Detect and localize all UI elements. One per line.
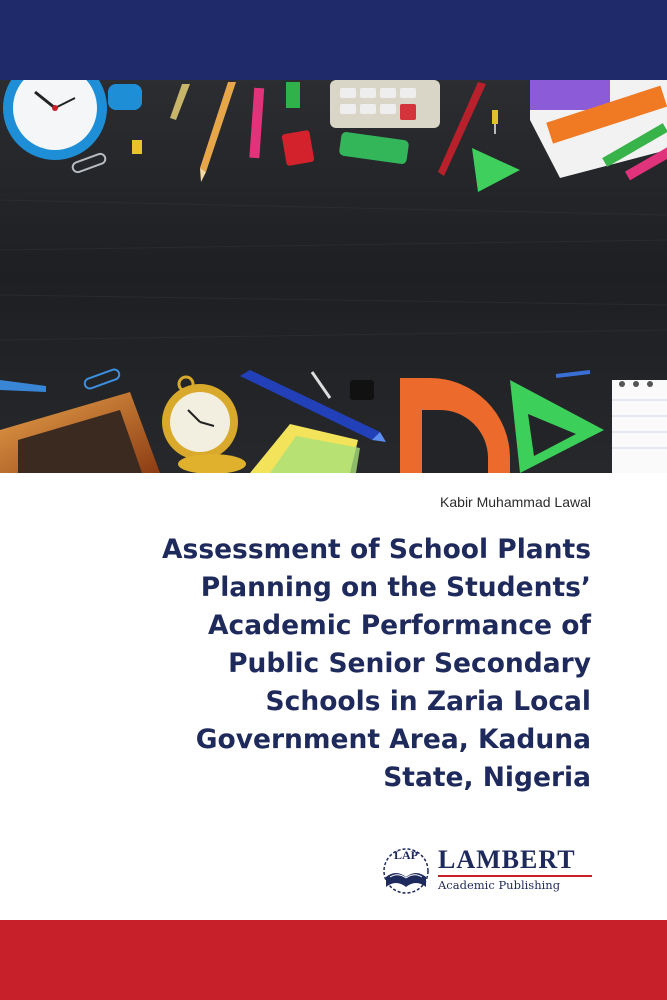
- publisher-tagline: Academic Publishing: [438, 878, 561, 892]
- open-book-logo-icon: [378, 843, 434, 895]
- title-line: Government Area, Kaduna: [195, 724, 591, 755]
- publisher-text: [438, 847, 598, 892]
- top-color-band: [0, 0, 667, 80]
- cover-photo: [0, 80, 667, 473]
- purple-crayon-icon: [530, 80, 610, 110]
- bottom-color-band: [0, 920, 667, 1000]
- title-line: Public Senior Secondary: [228, 648, 591, 679]
- title-line: Planning on the Students’: [200, 572, 591, 603]
- green-marker-cap-icon: [286, 82, 300, 108]
- title-line: State, Nigeria: [383, 762, 591, 793]
- notepad-icon: [612, 380, 667, 473]
- publisher-name: LAMBERT: [438, 845, 576, 874]
- title-line: Assessment of School Plants: [162, 534, 591, 565]
- binder-clip-icon: [350, 380, 374, 400]
- logo-mark-text: LAP: [394, 848, 418, 862]
- pushpin-yellow-icon: [132, 140, 142, 154]
- book-title: [31, 531, 591, 797]
- title-line: Schools in Zaria Local: [265, 686, 591, 717]
- publisher-divider: [438, 875, 592, 877]
- title-line: Academic Performance of: [208, 610, 591, 641]
- author-name: Kabir Muhammad Lawal: [440, 494, 591, 510]
- sharpener-icon: [281, 130, 314, 166]
- calculator-icon: [330, 80, 440, 128]
- publisher-logo: [378, 843, 598, 895]
